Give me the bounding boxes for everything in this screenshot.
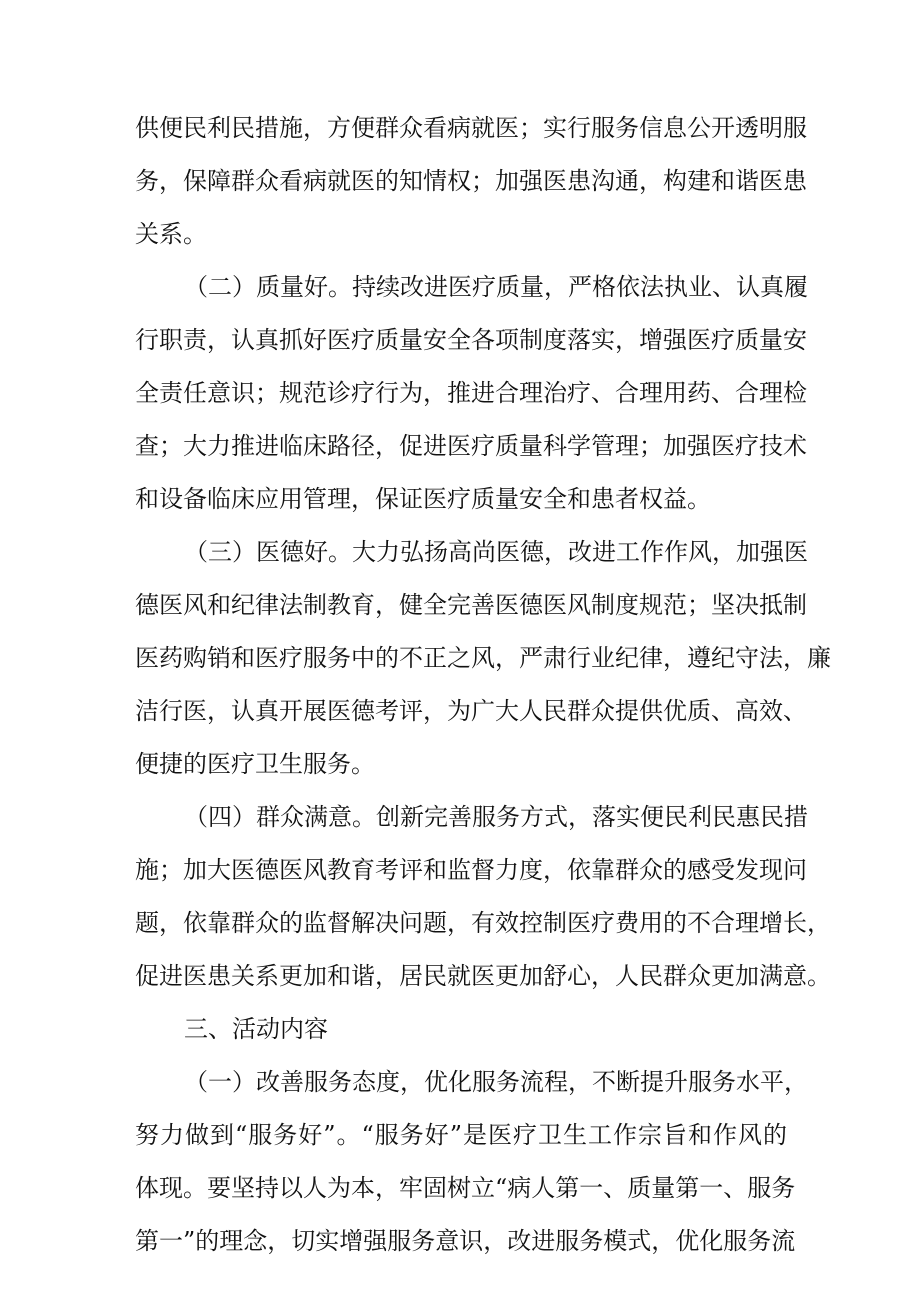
paragraph-line: 德医风和纪律法制教育，健全完善医德医风制度规范；坚决抵制 [135, 591, 807, 619]
paragraph-line: （三）医德好。大力弘扬高尚医德，改进工作作风，加强医 [184, 538, 808, 566]
paragraph-line: （四）群众满意。创新完善服务方式，落实便民利民惠民措 [184, 803, 808, 831]
paragraph-line: 施；加大医德医风教育考评和监督力度，依靠群众的感受发现问 [135, 856, 807, 884]
paragraph-line: 题，依靠群众的监督解决问题，有效控制医疗费用的不合理增长， [135, 909, 831, 937]
paragraph-line: 供便民利民措施，方便群众看病就医；实行服务信息公开透明服 [135, 114, 807, 142]
paragraph-line: 洁行医，认真开展医德考评，为广大人民群众提供优质、高效、 [135, 697, 807, 725]
paragraph-line: 第一”的理念，切实增强服务意识，改进服务模式，优化服务流 [135, 1227, 796, 1255]
paragraph-line: 便捷的医疗卫生服务。 [135, 750, 375, 778]
paragraph-line: （一）改善服务态度，优化服务流程，不断提升服务水平， [184, 1068, 808, 1096]
section-heading: 三、活动内容 [184, 1015, 328, 1043]
paragraph-line: 查；大力推进临床路径，促进医疗质量科学管理；加强医疗技术 [135, 432, 807, 460]
paragraph-line: 务，保障群众看病就医的知情权；加强医患沟通，构建和谐医患 [135, 167, 807, 195]
paragraph-line: 全责任意识；规范诊疗行为，推进合理治疗、合理用药、合理检 [135, 379, 807, 407]
paragraph-line: 努力做到“服务好”。“服务好”是医疗卫生工作宗旨和作风的 [135, 1121, 787, 1149]
paragraph-line: （二）质量好。持续改进医疗质量，严格依法执业、认真履 [184, 273, 808, 301]
paragraph-line: 和设备临床应用管理，保证医疗质量安全和患者权益。 [135, 485, 711, 513]
paragraph-line: 行职责，认真抓好医疗质量安全各项制度落实，增强医疗质量安 [135, 326, 807, 354]
paragraph-line: 体现。要坚持以人为本，牢固树立“病人第一、质量第一、服务 [135, 1174, 796, 1202]
paragraph-line: 医药购销和医疗服务中的不正之风，严肃行业纪律，遵纪守法，廉 [135, 644, 831, 672]
paragraph-line: 关系。 [135, 220, 207, 248]
paragraph-line: 促进医患关系更加和谐，居民就医更加舒心，人民群众更加满意。 [135, 962, 831, 990]
